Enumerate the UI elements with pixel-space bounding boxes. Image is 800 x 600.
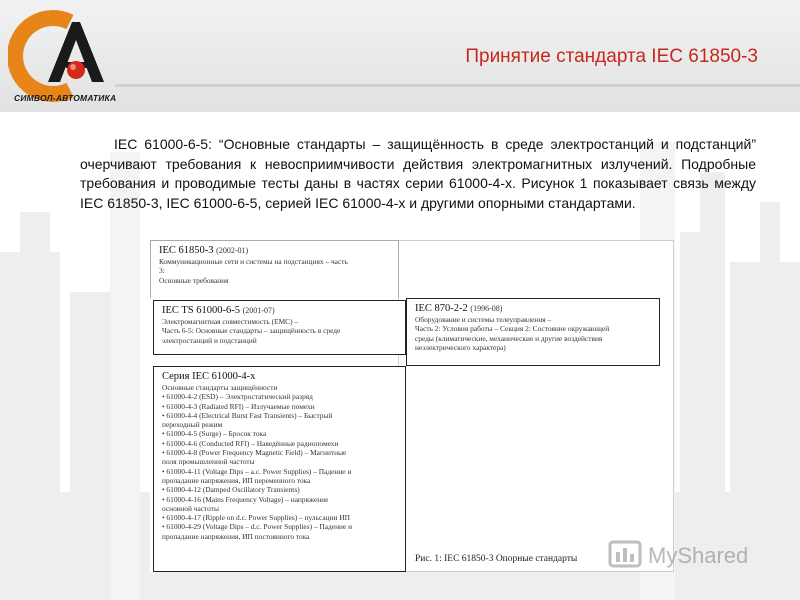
slide-title: Принятие стандарта IEC 61850-3 — [465, 46, 758, 67]
box4-line: Основные стандарты защищённости — [162, 383, 278, 392]
box4-line: поля промышленной частоты — [162, 457, 255, 467]
box1-year: (2002-01) — [216, 246, 249, 255]
box4-line: переходный режим — [162, 420, 223, 430]
box2-line: Электромагнитная совместимость (EMC) – — [162, 317, 299, 326]
box4-line: • 61000-4-2 (ESD) – Электростатический разряд — [162, 392, 313, 402]
box3-title: IEC 870-2-2 — [415, 303, 468, 314]
diagram-right-frame — [398, 240, 674, 572]
box1-line: 3: — [159, 266, 165, 276]
box3-line: среды (климатические, механические и другие воздействия — [415, 333, 603, 343]
reference-standards-diagram — [150, 240, 674, 572]
box-iec-61850-3 — [150, 240, 399, 298]
box3-year: (1996-08) — [470, 304, 503, 313]
logo-caption: СИМВОЛ-АВТОМАТИКА — [14, 93, 117, 103]
box3-line: неэлектрического характера) — [415, 342, 506, 352]
box4-line: • 61000-4-6 (Conducted RFI) – Наведённые радиопомехи — [162, 438, 339, 448]
box4-line: пропадание напряжения, ИП переменного тока — [162, 475, 311, 485]
box2-title: IEC TS 61000-6-5 — [162, 305, 240, 316]
box4-line: • 61000-4-11 (Voltage Dips – a.c. Power Supplies) – Падение и — [162, 466, 352, 476]
box4-line: • 61000-4-29 (Voltage Dips – d.c. Power Supplies) – Падение и — [162, 522, 353, 532]
box1-title: IEC 61850-3 — [159, 245, 214, 256]
box4-line: • 61000-4-17 (Ripple on d.c. Power Supplies) – пульсации ИП — [162, 513, 351, 523]
box4-line: пропадание напряжения, ИП постоянного тока — [162, 531, 310, 541]
box-iec-ts-61000-6-5 — [153, 300, 406, 355]
box4-line: • 61000-4-3 (Radiated RFI) – Излучаемые помехи — [162, 401, 315, 411]
box2-line: Часть 6-5: Основные стандарты – защищённость в среде — [162, 326, 341, 336]
box4-line: • 61000-4-5 (Surge) – Бросок тока — [162, 429, 267, 439]
box-iec-61000-4-x-series — [153, 366, 406, 572]
box2-year: (2001-07) — [242, 306, 275, 315]
box1-line: Основные требования — [159, 275, 229, 285]
box3-line: Часть 2: Условия работы – Секция 2: Состояние окружающей — [415, 324, 610, 334]
header-divider — [115, 84, 800, 87]
box4-line: • 61000-4-4 (Electrical Burst Fast Transients) – Быстрый — [162, 410, 333, 420]
box4-line: • 61000-4-8 (Power Frequency Magnetic Field) – Магнитные — [162, 448, 347, 458]
intro-paragraph — [80, 135, 756, 213]
box1-line: Коммуникационные сети и системы на подстанциях – часть — [159, 257, 348, 266]
box4-title: Серия IEC 61000-4-x — [162, 371, 256, 382]
box-iec-870-2-2 — [406, 298, 660, 366]
watermark-text: MyShared — [648, 543, 749, 568]
box2-line: электростанций и подстанций — [162, 335, 257, 345]
intro-text: IEC 61000-6-5: “Основные стандарты – защищённость в среде электростанций и подстанций” очерчивают требования к невосприимчивости действия электромагнитных излучений. Подробные требования и проводимые тесты даны в частях серии 61000-4-х. Рисунок 1 показывает связь между IEC 61850-3, IEC 61000-6-5, серией IEC 61000-4-x и другими опорными стандартами. — [80, 136, 756, 211]
figure-caption: Рис. 1: IEC 61850-3 Опорные стандарты — [415, 554, 578, 564]
box4-line: • 61000-4-16 (Mains Frequency Voltage) – напряжение — [162, 494, 329, 504]
box4-line: • 61000-4-12 (Damped Oscillatory Transients) — [162, 485, 300, 495]
box4-line: основной частоты — [162, 503, 219, 513]
box3-line: Оборудование и системы телеуправления – — [415, 315, 552, 324]
